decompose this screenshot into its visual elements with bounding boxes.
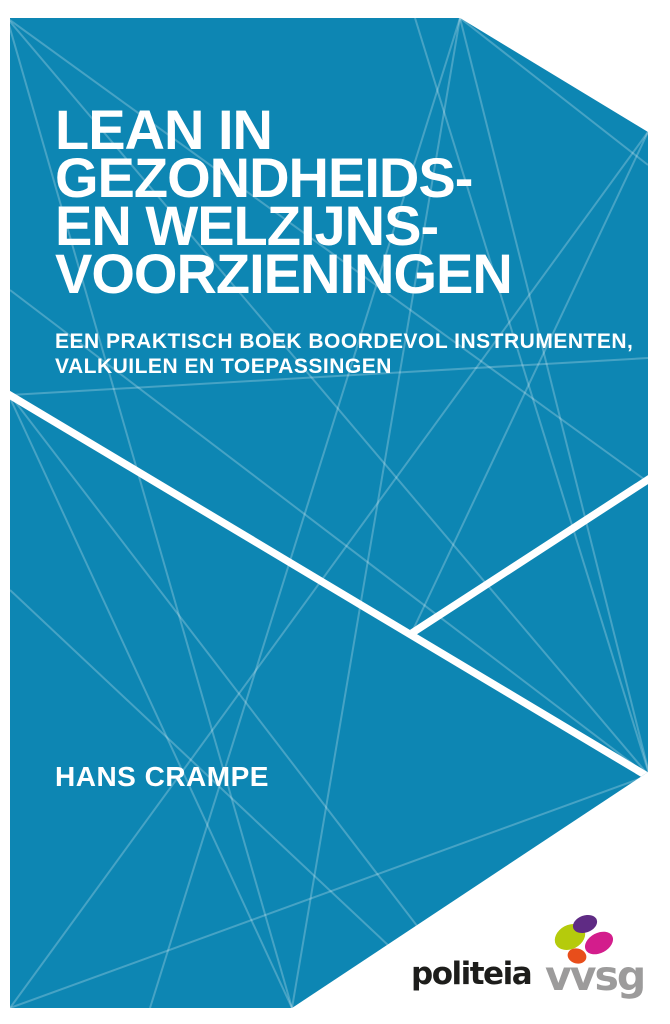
author-name: HANS CRAMPE xyxy=(55,761,269,792)
title-line: VOORZIENINGEN xyxy=(55,242,512,305)
politeia-logo: politeia xyxy=(411,956,532,992)
book-subtitle xyxy=(55,329,633,379)
title-line: GEZONDHEIDS- xyxy=(55,146,473,209)
subtitle-line: VALKUILEN EN TOEPASSINGEN xyxy=(55,355,392,378)
book-title xyxy=(55,98,512,305)
title-line: EN WELZIJNS- xyxy=(55,194,439,257)
vvsg-wordmark: vvsg xyxy=(545,952,645,1000)
subtitle-line: EEN PRAKTISCH BOEK BOORDEVOL INSTRUMENTEN, xyxy=(55,330,634,353)
vvsg-logo xyxy=(545,908,655,998)
title-line: LEAN IN xyxy=(55,98,272,161)
